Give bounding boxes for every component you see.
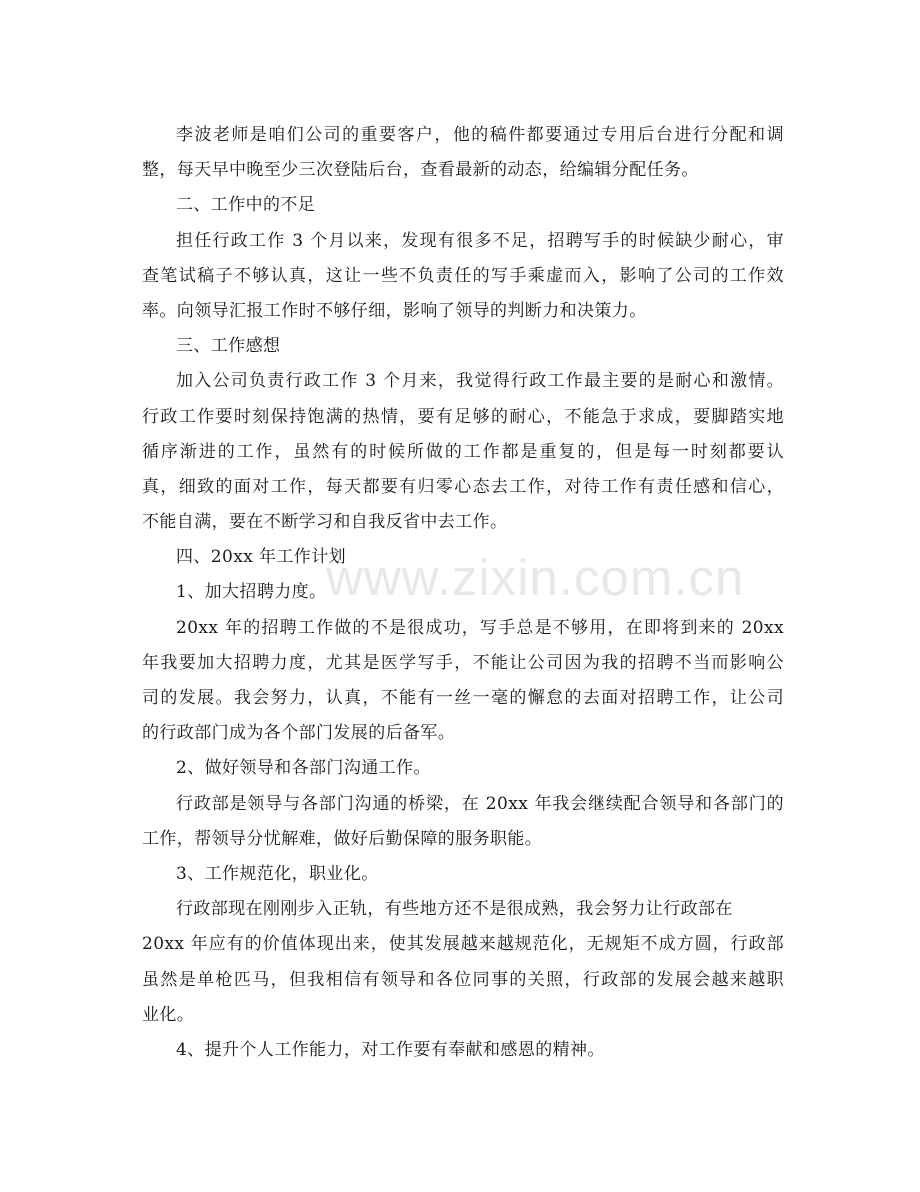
text-line: 真，细致的面对工作，每天都要有归零心态去工作，对待工作有责任感和信心， [142, 476, 784, 497]
text-line: 4、提升个人工作能力，对工作要有奉献和感恩的精神。 [176, 1039, 605, 1060]
text-line: 虽然是单枪匹马，但我相信有领导和各位同事的关照，行政部的发展会越来越职 [142, 969, 784, 990]
text-line: 1、加大招聘力度。 [176, 582, 327, 603]
text-line: 司的发展。我会努力，认真，不能有一丝一毫的懈怠的去面对招聘工作，让公司 [142, 688, 784, 708]
text-line: 四、20xx 年工作计划 [176, 547, 347, 568]
text-line: 整，每天早中晚至少三次登陆后台，查看最新的动态，给编辑分配任务。 [142, 160, 699, 181]
text-line: 不能自满，要在不断学习和自我反省中去工作。 [142, 512, 508, 533]
text-line: 三、工作感想 [176, 336, 281, 357]
text-line: 20xx 年的招聘工作做的不是很成功，写手总是不够用，在即将到来的 20xx [176, 617, 784, 638]
text-line: 业化。 [142, 1004, 195, 1025]
text-line: 二、工作中的不足 [176, 195, 316, 216]
text-line: 的行政部门成为各个部门发展的后备军。 [142, 723, 456, 744]
text-line: 行政工作要时刻保持饱满的热情，要有足够的耐心，不能急于求成，要脚踏实地 [142, 406, 784, 427]
text-line: 查笔试稿子不够认真，这让一些不负责任的写手乘虚而入，影响了公司的工作效 [142, 265, 784, 286]
text-line: 李波老师是咱们公司的重要客户，他的稿件都要通过专用后台进行分配和调 [176, 125, 784, 145]
text-line: 行政部是领导与各部门沟通的桥梁，在 20xx 年我会继续配合领导和各部门的 [176, 793, 784, 814]
text-line: 率。向领导汇报工作时不够仔细，影响了领导的判断力和决策力。 [142, 300, 647, 321]
text-line: 20xx 年应有的价值体现出来，使其发展越来越规范化，无规矩不成方圆，行政部 [142, 934, 784, 955]
watermark: www.zixin.com.cn [326, 549, 745, 606]
text-line: 行政部现在刚刚步入正轨，有些地方还不是很成熟，我会努力让行政部在 [176, 899, 733, 920]
text-line: 年我要加大招聘力度，尤其是医学写手，不能让公司因为我的招聘不当而影响公 [142, 652, 784, 673]
text-line: 工作，帮领导分忧解难，做好后勤保障的服务职能。 [142, 828, 543, 849]
text-line: 担任行政工作 3 个月以来，发现有很多不足，招聘写手的时候缺少耐心，审 [176, 230, 784, 251]
text-line: 循序渐进的工作，虽然有的时候所做的工作都是重复的，但是每一时刻都要认 [142, 441, 784, 462]
text-line: 加入公司负责行政工作 3 个月来，我觉得行政工作最主要的是耐心和激情。 [176, 371, 784, 392]
text-line: 2、做好领导和各部门沟通工作。 [176, 758, 431, 779]
text-line: 3、工作规范化，职业化。 [176, 863, 379, 884]
